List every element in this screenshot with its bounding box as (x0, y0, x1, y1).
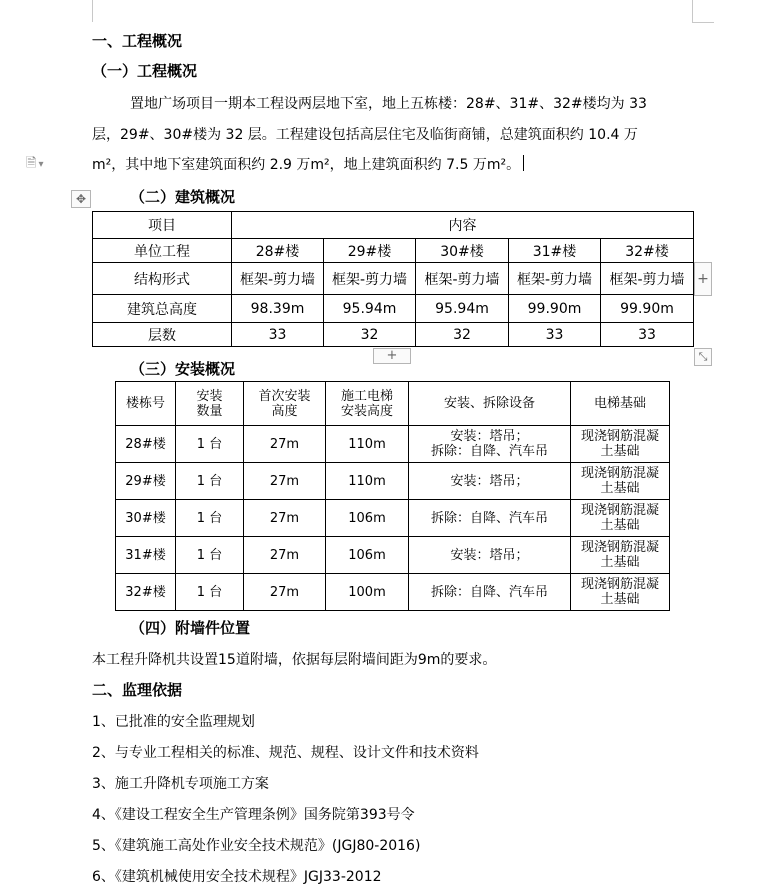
margin-mark-top-right-v (692, 0, 693, 22)
table-cell: 1 台 (176, 463, 244, 500)
document-icon: 🗎 (26, 156, 37, 171)
table-cell: 拆除：自降、汽车吊 (409, 500, 571, 537)
paragraph-options-icon[interactable] (26, 154, 43, 176)
basis-item: 5、《建筑施工高处作业安全技术规范》(JGJ80-2016) (92, 838, 421, 854)
table-cell: 30#楼 (116, 500, 176, 537)
table-cell: 27m (244, 426, 326, 463)
table-move-handle[interactable] (71, 190, 91, 208)
height-cell: 95.94m (324, 295, 416, 323)
table-cell: 现浇钢筋混凝 土基础 (571, 500, 670, 537)
overview-line-1: 置地广场项目一期本工程设两层地下室，地上五栋楼：28#、31#、32#楼均为 33 (130, 96, 647, 112)
unit-cell: 32#楼 (601, 239, 694, 263)
header-content: 内容 (232, 212, 694, 239)
table-cell: 1 台 (176, 426, 244, 463)
header-elevator-height: 施工电梯 安装高度 (326, 382, 409, 426)
table-cell: 安装：塔吊； (409, 537, 571, 574)
header-building: 楼栋号 (116, 382, 176, 426)
floors-cell: 33 (601, 323, 694, 347)
floors-cell: 33 (232, 323, 324, 347)
table-cell: 拆除：自降、汽车吊 (409, 574, 571, 611)
heading-supervision-basis: 二、监理依据 (92, 681, 183, 699)
height-cell: 99.90m (509, 295, 601, 323)
unit-cell: 29#楼 (324, 239, 416, 263)
overview-line-2: 层，29#、30#楼为 32 层。工程建设包括高层住宅及临街商铺，总建筑面积约 10.4 万 (92, 127, 638, 143)
table-cell: 现浇钢筋混凝 土基础 (571, 537, 670, 574)
table-cell: 安装：塔吊； 拆除：自降、汽车吊 (409, 426, 571, 463)
unit-cell: 31#楼 (509, 239, 601, 263)
table-cell: 安装：塔吊； (409, 463, 571, 500)
row-label-floors: 层数 (93, 323, 232, 347)
table-cell: 31#楼 (116, 537, 176, 574)
structure-cell: 框架-剪力墙 (416, 263, 509, 295)
table-cell: 110m (326, 426, 409, 463)
table-cell: 现浇钢筋混凝 土基础 (571, 574, 670, 611)
table-cell: 现浇钢筋混凝 土基础 (571, 426, 670, 463)
table-cell: 28#楼 (116, 426, 176, 463)
structure-cell: 框架-剪力墙 (601, 263, 694, 295)
margin-mark-top-right-h (692, 22, 714, 23)
table-cell: 27m (244, 500, 326, 537)
table-cell: 32#楼 (116, 574, 176, 611)
floors-cell: 33 (509, 323, 601, 347)
table-cell: 1 台 (176, 574, 244, 611)
table-cell: 106m (326, 537, 409, 574)
overview-line-3 (92, 154, 524, 174)
structure-cell: 框架-剪力墙 (232, 263, 324, 295)
basis-item: 2、与专业工程相关的标准、规范、规程、设计文件和技术资料 (92, 745, 479, 761)
basis-item: 4、《建设工程安全生产管理条例》国务院第393号令 (92, 807, 415, 823)
basis-item: 3、施工升降机专项施工方案 (92, 776, 269, 792)
move-icon: ✥ (75, 192, 87, 206)
heading-building-overview: （二）建筑概况 (130, 188, 236, 206)
heading-project-overview-sub: （一）工程概况 (92, 62, 198, 80)
text-cursor (523, 155, 524, 171)
unit-cell: 28#楼 (232, 239, 324, 263)
overview-line-3-text: m²，其中地下室建筑面积约 2.9 万m²，地上建筑面积约 7.5 万m²。 (92, 157, 521, 173)
table-cell: 1 台 (176, 500, 244, 537)
basis-item: 6、《建筑机械使用安全技术规程》JGJ33-2012 (92, 869, 382, 885)
margin-mark-top-left-v (92, 0, 93, 22)
structure-cell: 框架-剪力墙 (324, 263, 416, 295)
table-cell: 27m (244, 463, 326, 500)
heading-wall-attachment: （四）附墙件位置 (130, 619, 251, 637)
row-label-unit: 单位工程 (93, 239, 232, 263)
row-label-structure: 结构形式 (93, 263, 232, 295)
table-cell: 现浇钢筋混凝 土基础 (571, 463, 670, 500)
table-cell: 29#楼 (116, 463, 176, 500)
table-cell: 1 台 (176, 537, 244, 574)
header-quantity: 安装 数量 (176, 382, 244, 426)
header-foundation: 电梯基础 (571, 382, 670, 426)
plus-icon: + (386, 348, 398, 363)
header-item: 项目 (93, 212, 232, 239)
header-first-height: 首次安装 高度 (244, 382, 326, 426)
building-table (92, 211, 694, 347)
header-equipment: 安装、拆除设备 (409, 382, 571, 426)
resize-icon: ⤡ (698, 350, 708, 363)
floors-cell: 32 (324, 323, 416, 347)
table-cell: 27m (244, 537, 326, 574)
heading-project-overview: 一、工程概况 (92, 32, 183, 50)
height-cell: 99.90m (601, 295, 694, 323)
table-cell: 110m (326, 463, 409, 500)
table-cell: 106m (326, 500, 409, 537)
plus-icon: + (697, 271, 709, 287)
table-cell: 100m (326, 574, 409, 611)
installation-table (115, 381, 670, 611)
add-row-button[interactable] (373, 348, 411, 364)
table-resize-handle[interactable] (694, 348, 712, 366)
floors-cell: 32 (416, 323, 509, 347)
heading-installation-overview: （三）安装概况 (130, 360, 236, 378)
unit-cell: 30#楼 (416, 239, 509, 263)
row-label-height: 建筑总高度 (93, 295, 232, 323)
height-cell: 95.94m (416, 295, 509, 323)
add-column-button[interactable] (694, 262, 712, 296)
wall-attachment-text: 本工程升降机共设置15道附墙，依据每层附墙间距为9m的要求。 (92, 652, 497, 668)
table-cell: 27m (244, 574, 326, 611)
height-cell: 98.39m (232, 295, 324, 323)
basis-item: 1、已批准的安全监理规划 (92, 714, 255, 730)
chevron-down-icon: ▾ (38, 159, 44, 170)
structure-cell: 框架-剪力墙 (509, 263, 601, 295)
